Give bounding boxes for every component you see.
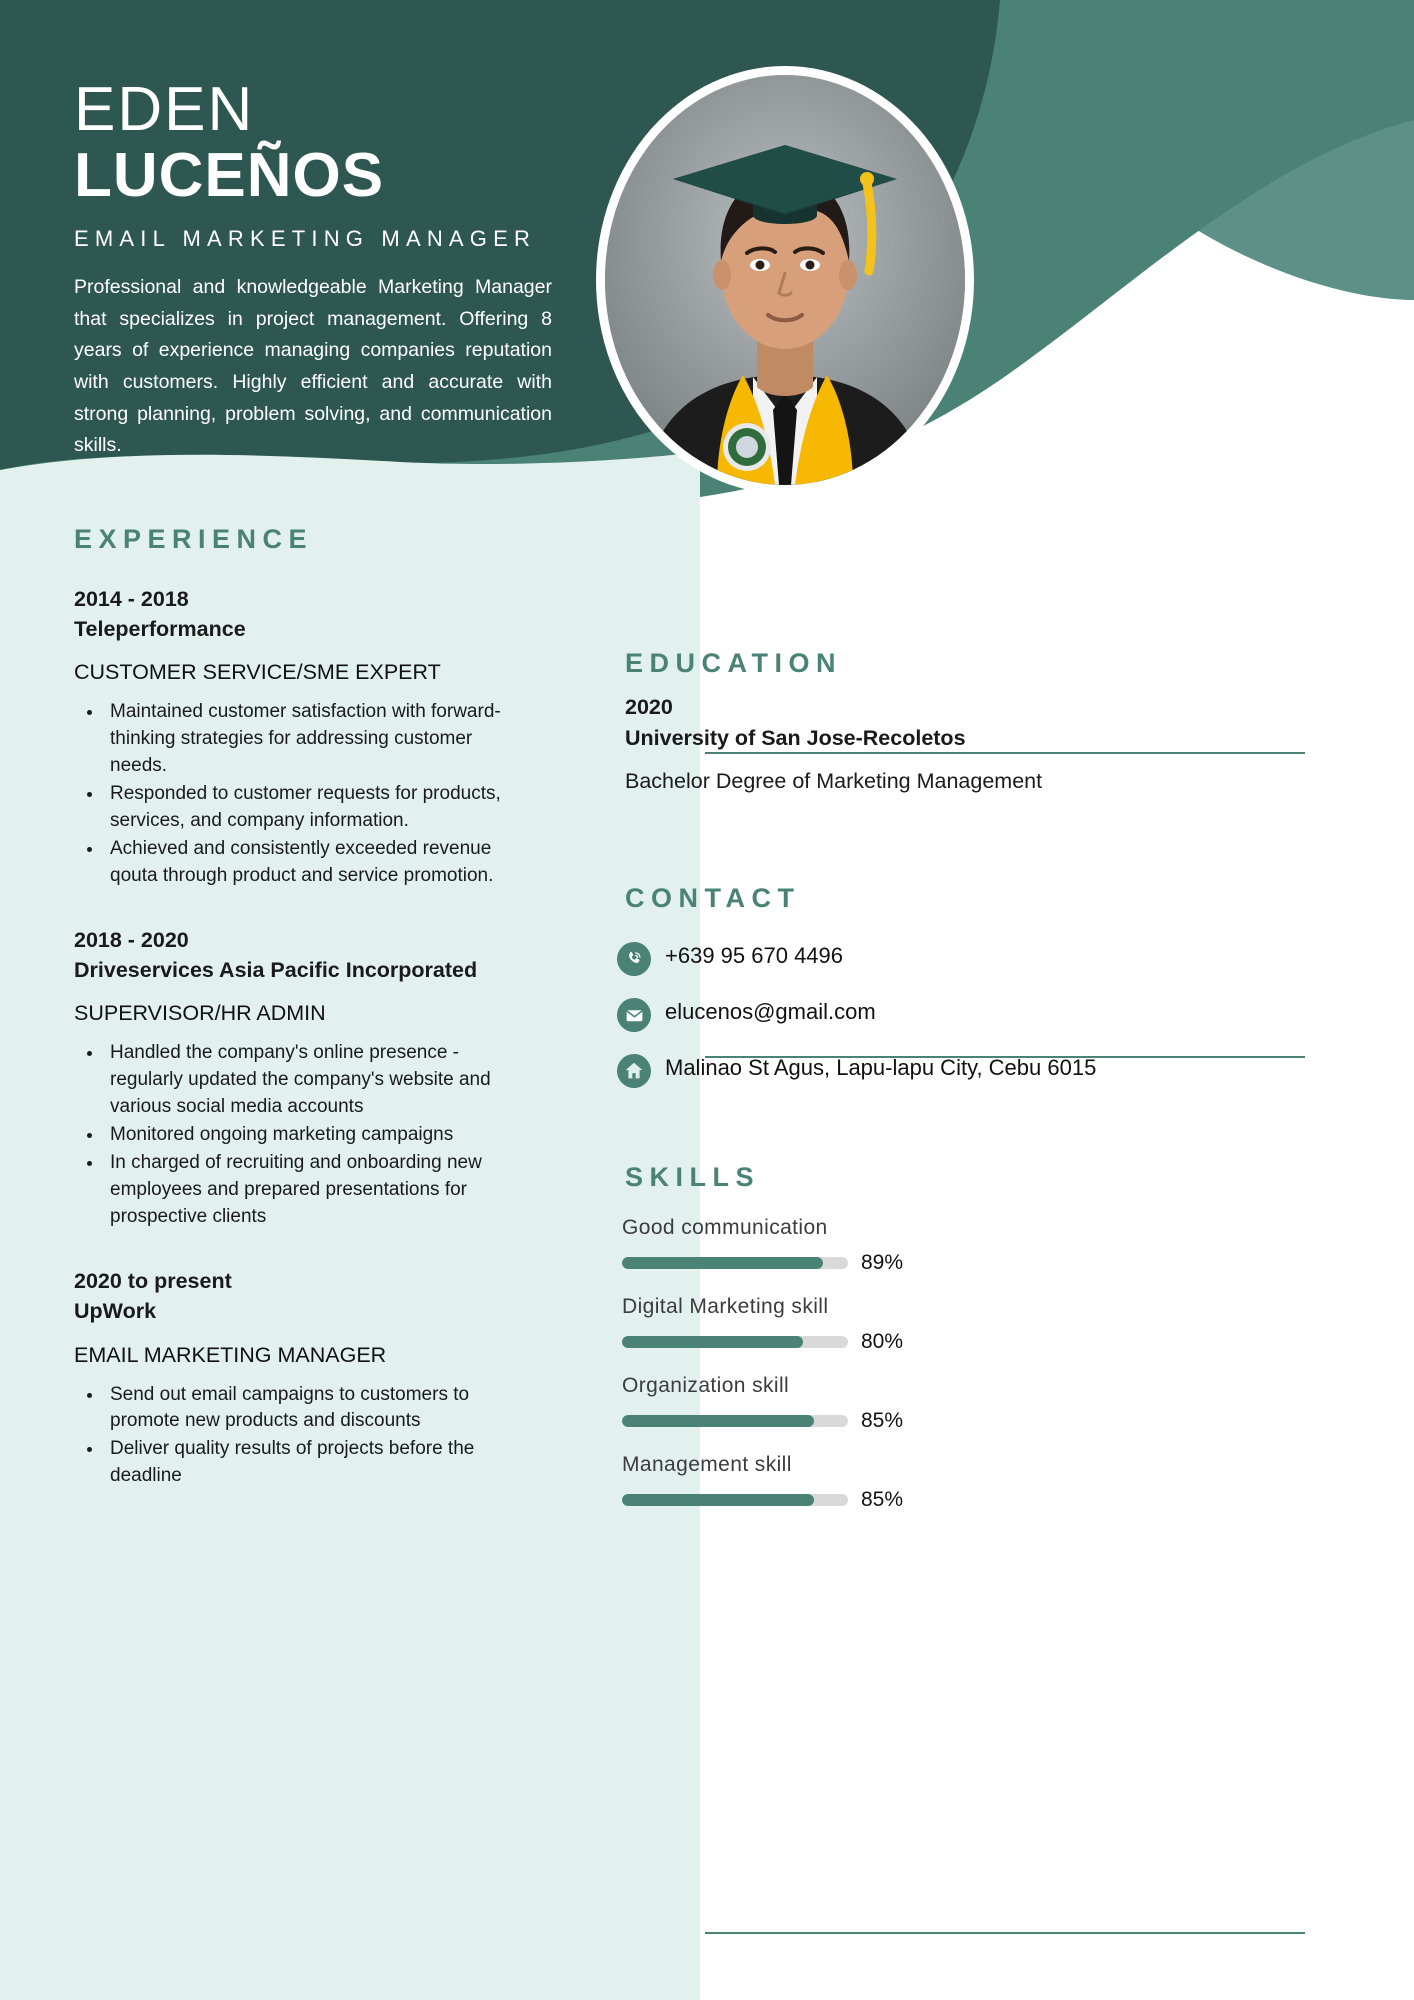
skill-progress-fill	[622, 1415, 814, 1427]
experience-company: Driveservices Asia Pacific Incorporated	[74, 957, 478, 982]
list-item: • Deliver quality results of projects before the deadline	[104, 1436, 524, 1490]
skill-progress-fill	[622, 1494, 814, 1506]
header	[0, 0, 1414, 560]
skill-label: Management skill	[622, 1453, 792, 1476]
contact-row-phone	[617, 940, 1277, 976]
skill-percent: 85%	[861, 1409, 904, 1432]
skills-heading: SKILLS	[625, 1162, 761, 1192]
contact-address-value[interactable]: Malinao St Agus, Lapu-lapu City, Cebu 6015	[665, 1055, 1097, 1080]
experience-bullets	[74, 1040, 524, 1231]
contact-email-value[interactable]: elucenos@gmail.com	[665, 999, 876, 1024]
list-item: • Handled the company's online presence - regularly updated the company's website and various social media accounts	[104, 1040, 524, 1121]
skill-progress-track	[622, 1415, 848, 1427]
education-heading: EDUCATION	[625, 648, 842, 678]
list-item: • Monitored ongoing marketing campaigns	[104, 1122, 524, 1149]
list-item: • Send out email campaigns to customers to promote new products and discounts	[104, 1382, 524, 1436]
experience-dates: 2020 to present	[74, 1269, 232, 1294]
list-item: • In charged of recruiting and onboarding new employees and prepared presentations for prospective clients	[104, 1150, 524, 1231]
skill-bar-row	[622, 1409, 1262, 1433]
photo-image	[605, 75, 965, 485]
experience-list	[74, 585, 524, 1516]
graduate-portrait-illustration	[605, 75, 965, 485]
skill-item	[622, 1453, 1262, 1512]
skill-item	[622, 1374, 1262, 1433]
skill-label: Good communication	[622, 1216, 828, 1239]
contact-phone-value[interactable]: +639 95 670 4496	[665, 943, 844, 968]
contact-row-email	[617, 996, 1277, 1032]
experience-item	[74, 585, 524, 890]
last-name: LUCEÑOS	[74, 141, 385, 211]
experience-company: UpWork	[74, 1298, 157, 1323]
header-job-title: EMAIL MARKETING MANAGER	[74, 226, 537, 252]
education-block	[625, 692, 1265, 794]
email-icon-glyph	[624, 1005, 645, 1026]
experience-bullets	[74, 1382, 524, 1491]
skill-progress-fill	[622, 1336, 803, 1348]
name-block	[74, 75, 594, 462]
list-item: • Maintained customer satisfaction with forward-thinking strategies for addressing customer needs.	[104, 699, 524, 780]
experience-dates: 2018 - 2020	[74, 928, 189, 953]
skill-item	[622, 1216, 1262, 1275]
education-school: University of San Jose-Recoletos	[625, 725, 966, 750]
list-item: • Responded to customer requests for products, services, and company information.	[104, 781, 524, 835]
skill-percent: 80%	[861, 1330, 904, 1353]
contact-row-address	[617, 1052, 1277, 1088]
skill-label: Organization skill	[622, 1374, 790, 1397]
experience-role: SUPERVISOR/HR ADMIN	[74, 1001, 326, 1026]
skill-progress-track	[622, 1257, 848, 1269]
phone-icon	[617, 942, 651, 976]
photo-ring	[596, 66, 974, 494]
education-degree: Bachelor Degree of Marketing Management	[625, 769, 1043, 794]
phone-icon-glyph	[624, 949, 644, 969]
skill-progress-track	[622, 1494, 848, 1506]
education-year: 2020	[625, 695, 673, 719]
skill-item	[622, 1295, 1262, 1354]
skill-percent: 85%	[861, 1488, 904, 1511]
first-name: EDEN	[74, 75, 255, 144]
experience-dates: 2014 - 2018	[74, 587, 189, 611]
experience-company: Teleperformance	[74, 616, 246, 641]
email-icon	[617, 998, 651, 1032]
list-item: • Achieved and consistently exceeded revenue qouta through product and service promotion.	[104, 836, 524, 890]
home-icon-glyph	[623, 1060, 645, 1082]
divider-bottom	[705, 1932, 1305, 1934]
experience-item	[74, 926, 524, 1231]
skill-progress-track	[622, 1336, 848, 1348]
contact-list	[617, 940, 1277, 1108]
experience-bullets	[74, 699, 524, 890]
contact-heading: CONTACT	[625, 883, 801, 913]
skill-bar-row	[622, 1488, 1262, 1512]
skills-list	[622, 1216, 1262, 1532]
profile-photo	[596, 66, 982, 502]
skill-progress-fill	[622, 1257, 823, 1269]
skill-percent: 89%	[861, 1251, 904, 1274]
home-icon	[617, 1054, 651, 1088]
skill-bar-row	[622, 1251, 1262, 1275]
experience-heading: EXPERIENCE	[74, 524, 314, 554]
skill-bar-row	[622, 1330, 1262, 1354]
profile-summary: Professional and knowledgeable Marketing Manager that specializes in project management. Offering 8 years of experience managing companies reputation with customers. Highly efficient and accurate with strong planning, problem solving, and communication skills.	[74, 276, 552, 457]
skill-label: Digital Marketing skill	[622, 1295, 829, 1318]
experience-role: EMAIL MARKETING MANAGER	[74, 1342, 387, 1367]
experience-role: CUSTOMER SERVICE/SME EXPERT	[74, 660, 441, 685]
experience-item	[74, 1267, 524, 1490]
